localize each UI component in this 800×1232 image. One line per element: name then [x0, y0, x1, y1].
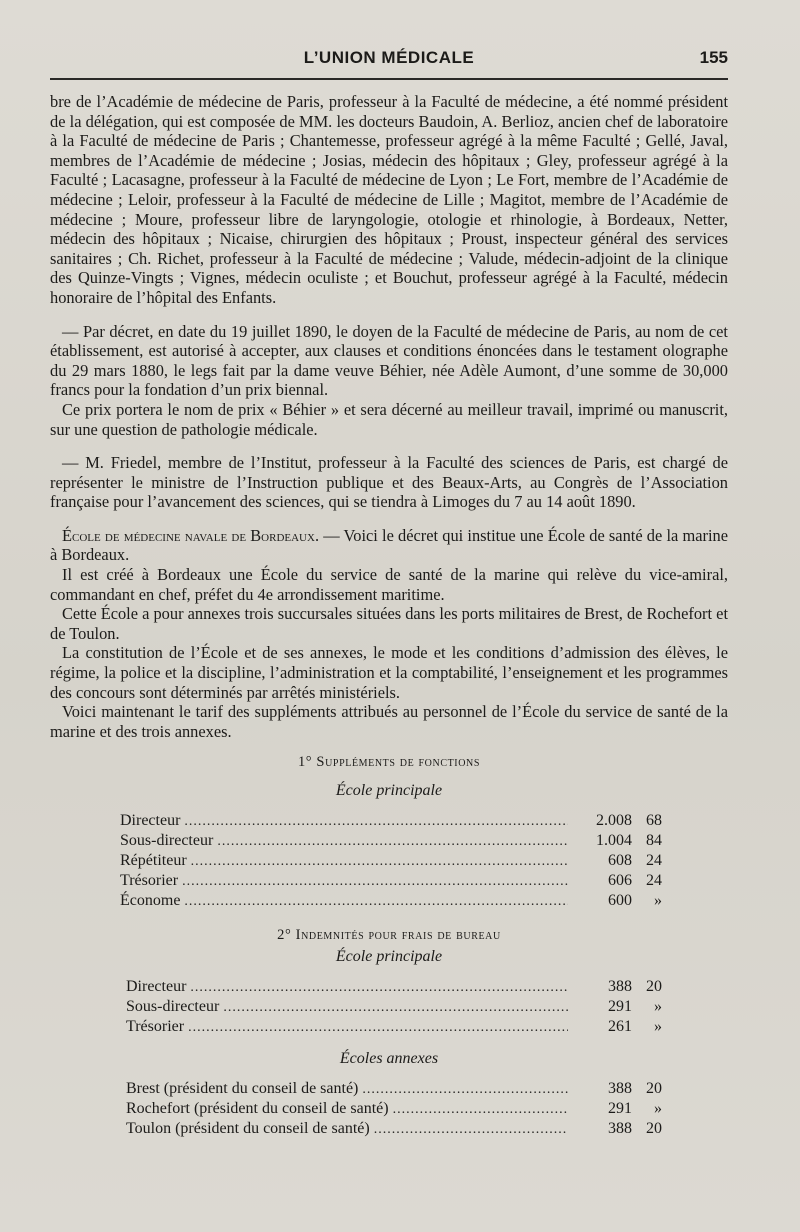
row-label: Sous-directeur [126, 997, 220, 1015]
table-row [126, 1017, 670, 1037]
table-annexes [126, 1079, 670, 1140]
subtitle-ecole-principale-2: École principale [335, 948, 443, 966]
row-cents: » [654, 997, 662, 1015]
section-lead: École de médecine navale de Bordeaux. [62, 525, 320, 545]
paragraph-creation: Il est créé à Bordeaux une École du service de santé de la marine qui relève du vice-amiral, commandant en chef, préfet du 4e arrondissement maritime. [50, 565, 728, 604]
subtitle-ecoles-annexes: Écoles annexes [339, 1050, 439, 1068]
row-label: Toulon (président du conseil de santé) [126, 1120, 370, 1138]
row-cents: 20 [646, 977, 662, 995]
paragraph-ecole-navale [50, 526, 728, 565]
row-label: Trésorier [126, 1018, 185, 1036]
row-cents: 24 [646, 851, 662, 869]
table-row [120, 871, 670, 891]
table-row [126, 1099, 670, 1119]
article-body [50, 92, 728, 1139]
row-amount: 261 [608, 1018, 632, 1036]
row-cents: » [654, 1100, 662, 1118]
dot-leader [184, 892, 568, 912]
dot-leader [374, 1120, 568, 1140]
row-cents: 68 [646, 811, 662, 829]
paragraph-decree-behier: — Par décret, en date du 19 juillet 1890, le doyen de la Faculté de médecine de Paris, au nom de cet établissement, est autorisé à accepter, aux clauses et conditions énoncées dans le testament olographe du 29 mars 1880, le legs fait par la dame veuve Béhier, née Adèle Aumont, d’une somme de 30,000 francs pour la fondation d’un prix biennal. [50, 321, 728, 400]
row-label: Économe [120, 892, 181, 910]
table-row [126, 977, 670, 997]
row-label: Directeur [126, 977, 187, 995]
row-label: Répétiteur [120, 851, 187, 869]
dot-leader [190, 978, 568, 998]
row-cents: 84 [646, 831, 662, 849]
row-label: Sous-directeur [120, 831, 214, 849]
row-amount: 600 [608, 892, 632, 910]
row-label: Rochefort (président du conseil de santé) [126, 1100, 389, 1118]
paragraph-prix-behier: Ce prix portera le nom de prix « Béhier » et sera décerné au meilleur travail, imprimé ou manuscrit, sur une question de pathologie médicale. [50, 399, 728, 439]
dot-leader [182, 872, 568, 892]
dot-leader [191, 852, 568, 872]
row-amount: 608 [608, 851, 632, 869]
row-cents: » [654, 1018, 662, 1036]
paragraph-friedel: — M. Friedel, membre de l’Institut, professeur à la Faculté des sciences de Paris, est chargé de représenter le ministre de l’Instruction publique et des Beaux-Arts, au Congrès de l’Association française pour l’avancement des sciences, qui se tiendra à Limoges du 7 au 14 août 1890. [50, 453, 728, 512]
row-label: Trésorier [120, 872, 179, 890]
row-amount: 606 [608, 872, 632, 890]
row-amount: 388 [608, 1120, 632, 1138]
dot-leader [362, 1080, 568, 1100]
table-indemnites [126, 977, 670, 1038]
row-amount: 1.004 [596, 831, 632, 849]
row-amount: 291 [608, 997, 632, 1015]
dot-leader [393, 1100, 568, 1120]
row-amount: 291 [608, 1100, 632, 1118]
header-rule [50, 78, 728, 80]
row-amount: 388 [608, 1079, 632, 1097]
dot-leader [217, 832, 568, 852]
paragraph-constitution: La constitution de l’École et de ses annexes, le mode et les conditions d’admission des élèves, le régime, la police et la discipline, l’administration et la comptabilité, l’enseignement et les programmes des concours sont déterminés par arrêtés ministériels. [50, 643, 728, 702]
dot-leader [184, 812, 568, 832]
table-row [126, 1079, 670, 1099]
table-row [126, 1119, 670, 1139]
row-amount: 2.008 [596, 811, 632, 829]
row-cents: 24 [646, 872, 662, 890]
section-title-indemnites: 2° Indemnités pour frais de bureau [277, 926, 501, 943]
table-supplements [120, 811, 670, 912]
row-amount: 388 [608, 977, 632, 995]
dot-leader [223, 998, 568, 1018]
paragraph-tarif: Voici maintenant le tarif des suppléments attribués au personnel de l’École du service de santé de la marine et des trois annexes. [50, 702, 728, 741]
paragraph-delegation: bre de l’Académie de médecine de Paris, professeur à la Faculté de médecine, a été nommé président de la délégation, qui est composée de MM. les docteurs Baudoin, A. Berlioz, ancien chef de laboratoire à la Faculté de médecine de Paris ; Chantemesse, professeur agrégé à la même Faculté ; Gellé, Javal, membres de l’Académie de médecine ; Josias, médecin des hôpitaux ; Gley, professeur agrégé à la Faculté ; Lacasagne, professeur à la Faculté de médecine de Lyon ; Le Fort, membre de l’Académie de médecine ; Leloir, professeur à la Faculté de médecine de Lille ; Magitot, membre de l’Académie de médecine ; Moure, professeur libre de laryngologie, otologie et rhinologie, à Bordeaux, Netter, médecin des hôpitaux ; Nicaise, chirurgien des hôpitaux ; Proust, inspecteur général des services sanitaires ; Ch. Richet, professeur à la Faculté de médecine ; Valude, médecin-adjoint de la clinique des Quinze-Vingts ; Vignes, médecin oculiste ; et Bouchut, professeur agrégé à la Faculté, médecin honoraire de l’hôpital des Enfants. [50, 92, 728, 307]
subtitle-ecole-principale: École principale [335, 782, 443, 799]
table-row [120, 811, 670, 831]
table-row [120, 831, 670, 851]
paragraph-annexes: Cette École a pour annexes trois succursales situées dans les ports militaires de Brest, de Rochefort et de Toulon. [50, 604, 728, 643]
page-number: 155 [699, 48, 728, 67]
section-lead-text: — Voici le décret qui institue une École de santé de la marine à Bordeaux. [50, 525, 728, 565]
row-label: Brest (président du conseil de santé) [126, 1079, 359, 1097]
table-row [120, 891, 670, 911]
running-title: L’UNION MÉDICALE [303, 48, 475, 67]
row-cents: » [654, 892, 662, 910]
table-row [126, 997, 670, 1017]
row-label: Directeur [120, 811, 181, 829]
dot-leader [188, 1018, 568, 1038]
page-header [50, 48, 728, 74]
row-cents: 20 [646, 1120, 662, 1138]
row-cents: 20 [646, 1079, 662, 1097]
table-row [120, 851, 670, 871]
section-title-supplements: 1° Suppléments de fonctions [297, 754, 481, 771]
